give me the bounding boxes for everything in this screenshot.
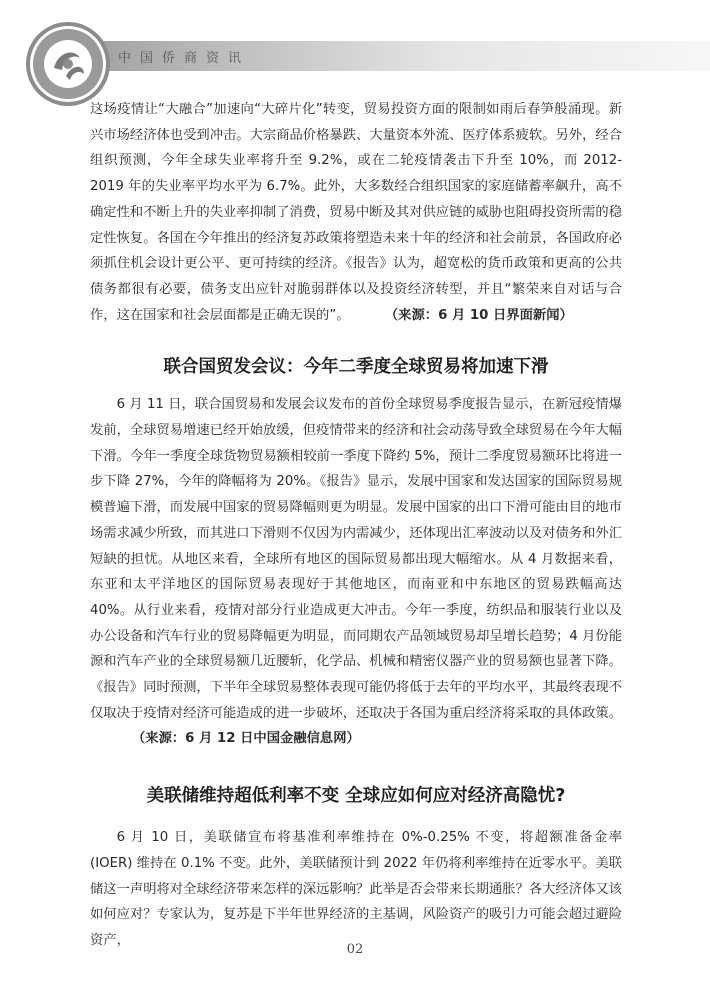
article-paragraph: 这场疫情让“大融合”加速向“大碎片化”转变，贸易投资方面的限制如雨后春笋般涌现。新兴市场经济体也受到冲击。大宗商品价格暴跌、大量资本外流、医疗体系疲软。另外，经合组织预测，今年全球失业率将升至 9.2%，或在二轮疫情袭击下升至 10%，而 2012-2019 年的失业率平均水平为 6.7%。此外，大多数经合组织国家的家庭储蓄率飙升，高不确定性和不断上升的失业率抑制了消费，贸易中断及其对供应链的威胁也阻碍投资所需的稳定性恢复。各国在今年推出的经济复苏政策将塑造未来十年的经济和社会前景，各国政府必须抓住机会设计更公平、更可持续的经济。《报告》认为，超宽松的货币政策和更高的公共债务都很有必要，债务支出应针对脆弱群体以及投资经济转型，并且“繁荣来自对话与合作，这在国家和社会层面都是正确无误的”。 （来源：6 月 10 日界面新闻）: [90, 102, 622, 323]
article-paragraph: 6 月 11 日，联合国贸易和发展会议发布的首份全球贸易季度报告显示，在新冠疫情爆发前，全球贸易增速已经开始放缓，但疫情带来的经济和社会动荡导致全球贸易在今年大幅下滑。今年一季度全球货物贸易额相较前一季度下降约 5%，预计二季度贸易额环比将进一步下降 27%，今年的降幅将为 20%。《报告》显示，发展中国家和发达国家的国际贸易规模普遍下滑，而发展中国家的贸易降幅则更为明显。发展中国家的出口下滑可能由目的地市场需求减少所致，而其进口下滑则不仅因为内需减少，还体现出汇率波动以及对债务和外汇短缺的担忧。从地区来看，全球所有地区的国际贸易都出现大幅缩水。从 4 月数据来看，东亚和太平洋地区的国际贸易表现好于其他地区，而南亚和中东地区的贸易跌幅高达 40%。从行业来看，疫情对部分行业造成更大冲击。今年一季度，纺织品和服装行业以及办公设备和汽车行业的贸易降幅更为明显，而同期农产品领域贸易却呈增长趋势；4 月份能源和汽车产业的全球贸易额几近腰斩，化学品、机械和精密仪器产业的贸易额也显著下降。《报告》同时预测，下半年全球贸易整体表现可能仍将低于去年的平均水平，其最终表现不仅取决于疫情对经济可能造成的进一步破坏，还取决于各国为重启经济将采取的具体政策。（来源：6 月 12 日中国金融信息网）: [90, 397, 622, 747]
article-title: 美联储维持超低利率不变 全球应如何应对经济高隐忧?: [146, 786, 566, 807]
article-source: （来源：6 月 10 日界面新闻）: [391, 307, 573, 323]
page-content: [90, 97, 622, 954]
header-title: 中国侨商资讯: [118, 51, 251, 66]
article-source: （来源：6 月 12 日中国金融信息网）: [132, 731, 360, 747]
article-paragraph: 6 月 10 日，美联储宣布将基准利率维持在 0%-0.25% 不变，将超额准备金率 (IOER) 维持在 0.1% 不变。此外，美联储预计到 2022 年仍将利率维持在近零水平。美联储这一声明将对全球经济带来怎样的深远影响？此举是否会带来长期通胀？各大经济体又该如何应对？专家认为，复苏是下半年世界经济的主基调，风险资产的吸引力可能会超过避险资产，: [90, 830, 622, 948]
page-header: [0, 0, 710, 100]
article-title: 联合国贸发会议：今年二季度全球贸易将加速下滑: [163, 357, 549, 378]
page-number: 02: [346, 942, 364, 957]
